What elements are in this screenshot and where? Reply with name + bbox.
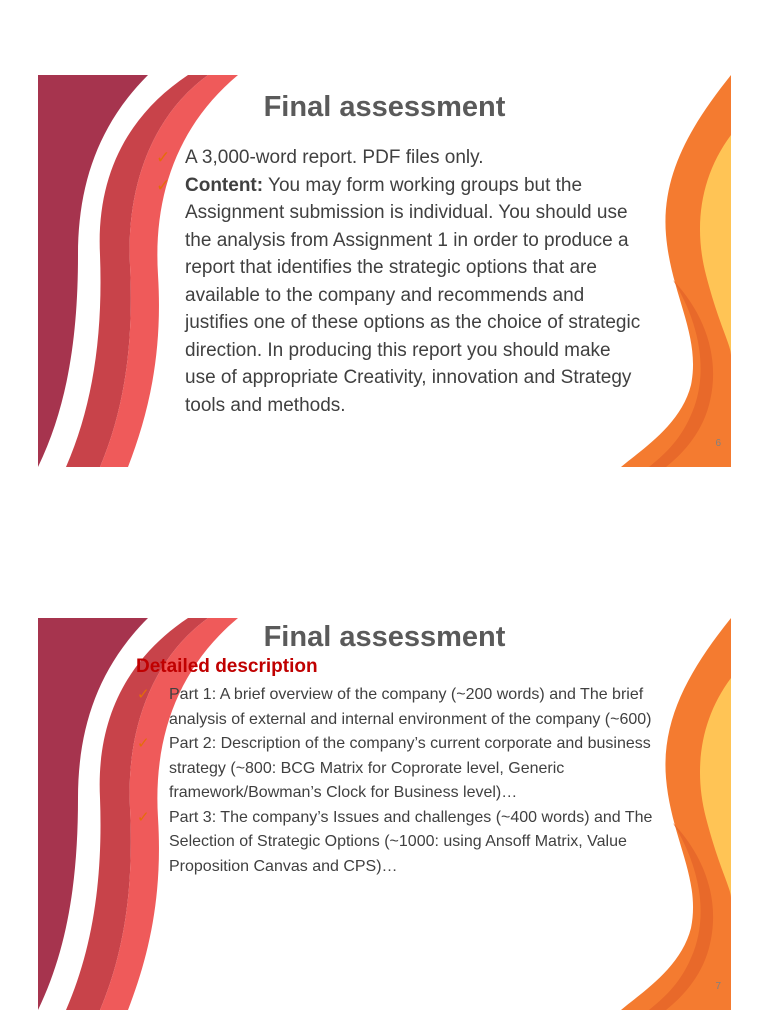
bullet-item [137, 806, 657, 880]
page-number: 6 [715, 438, 721, 449]
bullet-lead: Content: [185, 174, 264, 196]
bullet-text: You may form working groups but the Assignment submission is individual. You should use the analysis from Assignment 1 in order to produce a report that identifies the strategic options that are available to the company and recommends and justifies one of these options as the choice of strategic direction. In producing this report you should make use of appropriate Creativity, innovation and Strategy tools and methods. [185, 174, 641, 416]
slide-title: Final assessment [263, 91, 506, 123]
bullet-text: A 3,000-word report. PDF files only. [185, 147, 484, 168]
bullet-text: Part 2: Description of the company’s current corporate and business strategy (~800: BCG Matrix for Coprorate level, Generic framework/Bowman’s Clock for Business level)… [169, 735, 651, 801]
slide-1 [38, 75, 731, 467]
bullet-list [156, 144, 646, 419]
bullet-item [156, 144, 646, 172]
bullet-list [137, 683, 657, 879]
bullet-item [156, 172, 646, 420]
bullet-text: Part 3: The company’s Issues and challenges (~400 words) and The Selection of Strategic Options (~1000: using Ansoff Matrix, Value Proposition Canvas and CPS)… [169, 808, 653, 875]
checkmark-icon: ✓ [137, 735, 150, 752]
checkmark-icon: ✓ [137, 808, 150, 826]
checkmark-icon: ✓ [137, 686, 150, 703]
slide-2 [38, 618, 731, 1010]
checkmark-icon: ✓ [156, 175, 171, 195]
bullet-item [137, 683, 657, 732]
checkmark-icon: ✓ [156, 148, 171, 167]
page-number: 7 [715, 981, 721, 992]
bullet-text: Part 1: A brief overview of the company (~200 words) and The brief analysis of external and internal environment of the company (~600) [169, 686, 652, 728]
slide-title: Final assessment [263, 621, 506, 653]
slide-subtitle: Detailed description [136, 656, 318, 677]
bullet-item [137, 732, 657, 806]
